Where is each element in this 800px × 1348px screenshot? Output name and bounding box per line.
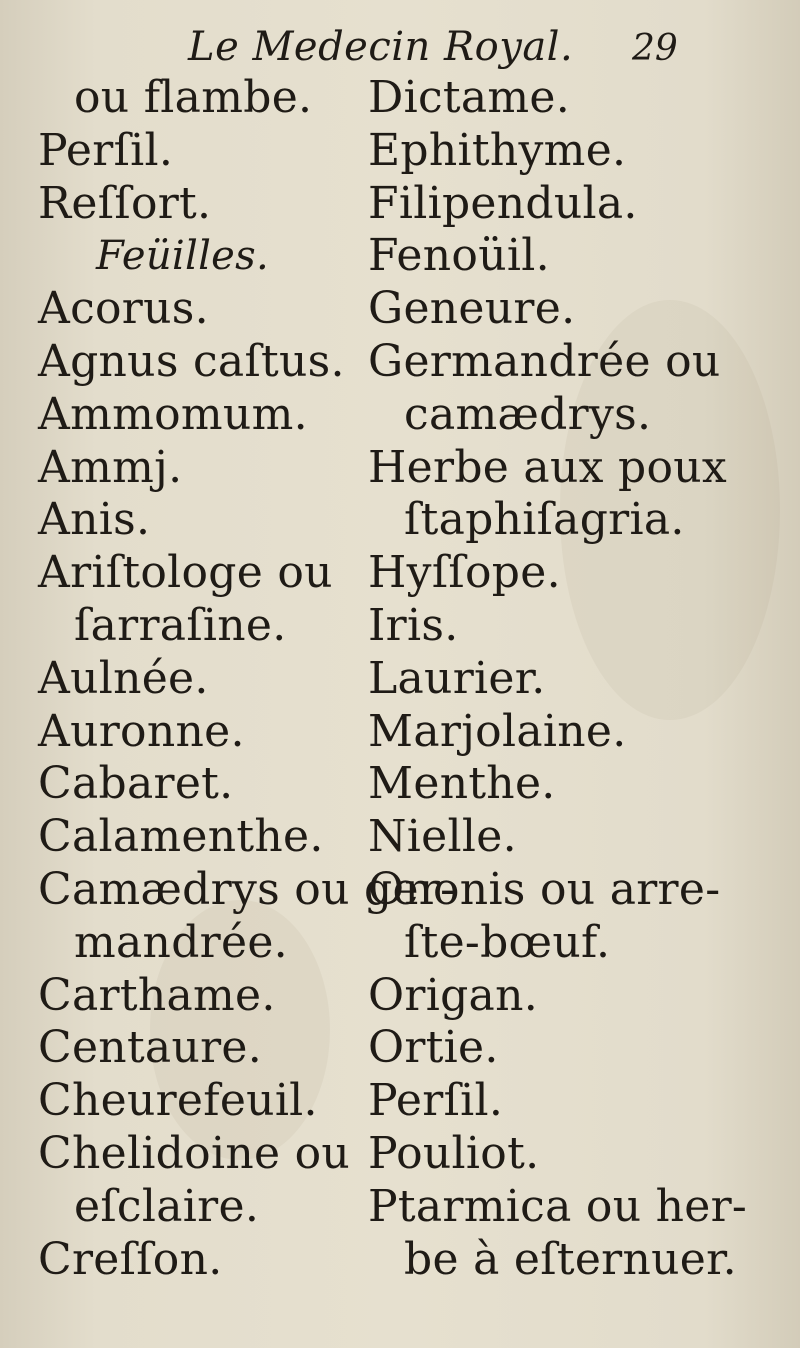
- list-item: Ammomum.: [38, 388, 308, 440]
- right-column: [368, 72, 748, 1286]
- list-item: Geneure.: [368, 283, 576, 335]
- list-item: Auronne.: [38, 705, 245, 757]
- list-item: Anis.: [38, 494, 151, 546]
- list-item: Iris.: [368, 599, 459, 651]
- list-item: ſte-bœuf.: [404, 916, 611, 968]
- list-item: Ononis ou arre-: [368, 863, 721, 915]
- list-item: Cheurefeuil.: [38, 1075, 318, 1127]
- list-item: Marjolaine.: [368, 705, 627, 757]
- section-heading: Feüilles.: [96, 233, 269, 280]
- list-item: Nielle.: [368, 811, 517, 863]
- list-item: be à eſternuer.: [404, 1233, 737, 1285]
- list-item: Germandrée ou: [368, 335, 721, 387]
- list-item: Filipendula.: [368, 177, 638, 229]
- list-item: Fenoüil.: [368, 230, 550, 282]
- list-item: Perſil.: [368, 1075, 504, 1127]
- list-item: Ptarmica ou her-: [368, 1180, 748, 1232]
- list-item: Ariſtologe ou: [38, 547, 333, 599]
- list-item: Agnus caſtus.: [38, 335, 345, 387]
- list-item: eſclaire.: [74, 1180, 260, 1232]
- list-item: Origan.: [368, 969, 539, 1021]
- running-title: Le Medecin Royal.: [188, 24, 574, 70]
- list-item: Herbe aux poux: [368, 441, 728, 493]
- list-item: ſtaphiſagria.: [404, 494, 685, 546]
- list-item: Creſſon.: [38, 1233, 223, 1285]
- list-item: Ephithyme.: [368, 124, 627, 176]
- list-item: Ortie.: [368, 1022, 499, 1074]
- list-item: ſarraſine.: [74, 599, 287, 651]
- page-header: [0, 14, 800, 74]
- list-item: Dictame.: [368, 72, 571, 123]
- list-item: camædrys.: [404, 388, 652, 440]
- list-item: Chelidoine ou: [38, 1127, 351, 1179]
- list-item: Cabaret.: [38, 758, 234, 810]
- list-item: Pouliot.: [368, 1127, 540, 1179]
- list-item: ou flambe.: [74, 72, 313, 123]
- list-item: Aulnée.: [38, 652, 209, 704]
- list-item: Hyſſope.: [368, 547, 561, 599]
- list-item: mandrée.: [74, 916, 288, 968]
- list-item: Laurier.: [368, 652, 546, 704]
- list-item: Perſil.: [38, 124, 174, 176]
- list-item: Carthame.: [38, 969, 276, 1021]
- list-item: Ammj.: [38, 441, 183, 493]
- list-item: Centaure.: [38, 1022, 263, 1074]
- list-item: Menthe.: [368, 758, 556, 810]
- list-item: Acorus.: [38, 283, 209, 335]
- list-item: Reſſort.: [38, 177, 212, 229]
- list-item: Calamenthe.: [38, 811, 324, 863]
- page-number: 29: [632, 28, 678, 69]
- list-item: Camædrys ou ger-: [38, 863, 456, 915]
